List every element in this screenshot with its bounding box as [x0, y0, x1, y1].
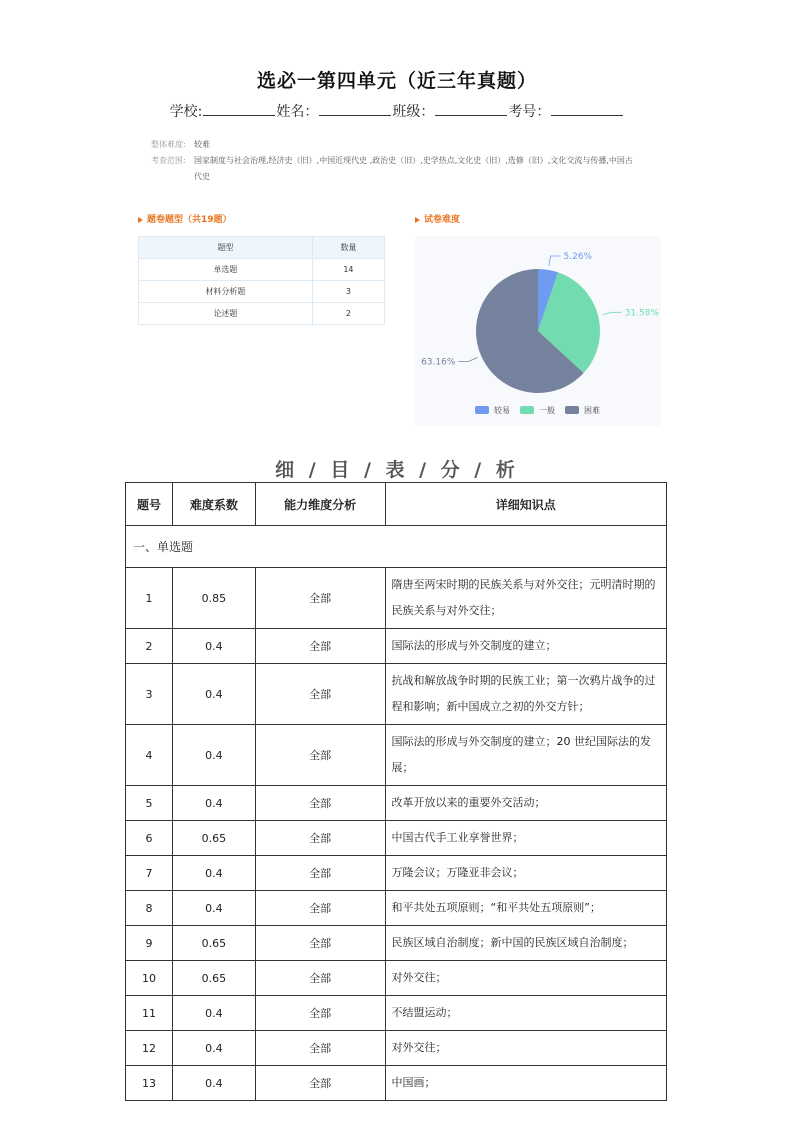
knowledge-point-cell: 对外交往；: [385, 1031, 667, 1066]
difficulty-chart: [415, 236, 661, 426]
knowledge-point-cell: 中国画；: [385, 1066, 667, 1101]
ability-dimension-cell: 全部: [255, 786, 385, 821]
page-title: 选必一第四单元（近三年真题）: [256, 70, 537, 92]
table-header-row: [126, 483, 667, 526]
leader-line-2: [458, 358, 477, 362]
pie-chart-svg: [415, 236, 661, 426]
column-header: 数量: [312, 237, 384, 259]
question-number-cell: 8: [126, 891, 173, 926]
pie-value-label-0: 5.26%: [563, 252, 593, 263]
count-cell: 3: [312, 281, 384, 303]
knowledge-point-cell: 隋唐至两宋时期的民族关系与对外交往；元明清时期的民族关系与对外交往；: [385, 568, 667, 629]
scope-value: 国家制度与社会治理,经济史（旧）,中国近现代史 ,政治史（旧）,史学热点,文化史（旧）,选修（旧）,文化交流与传播,中国古代史: [194, 156, 633, 181]
school-blank: [203, 101, 275, 116]
ability-dimension-cell: 全部: [255, 821, 385, 856]
question-number-cell: 1: [126, 568, 173, 629]
question-number-cell: 9: [126, 926, 173, 961]
name-label: 姓名：: [276, 104, 319, 120]
knowledge-point-cell: 国际法的形成与外交制度的建立；: [385, 629, 667, 664]
school-label: 学校:: [169, 104, 203, 120]
legend-swatch-2: [565, 406, 579, 414]
knowledge-point-cell: 万隆会议；万隆亚非会议；: [385, 856, 667, 891]
table-row: [126, 1066, 667, 1101]
question-types-heading: [138, 212, 232, 225]
pie-value-label-1: 31.58%: [624, 308, 659, 319]
knowledge-point-cell: 改革开放以来的重要外交活动；: [385, 786, 667, 821]
question-number-cell: 7: [126, 856, 173, 891]
question-number-cell: 6: [126, 821, 173, 856]
ability-dimension-cell: 全部: [255, 629, 385, 664]
type-cell: 材料分析题: [139, 281, 313, 303]
table-row: [126, 629, 667, 664]
type-cell: 论述题: [139, 303, 313, 325]
table-header-row: [139, 237, 385, 259]
class-blank: [435, 101, 507, 116]
ability-dimension-cell: 全部: [255, 1066, 385, 1101]
knowledge-point-cell: 对外交往；: [385, 961, 667, 996]
column-header: 题型: [139, 237, 313, 259]
count-cell: 2: [312, 303, 384, 325]
table-row: [126, 891, 667, 926]
legend-label-1: 一般: [539, 406, 555, 415]
table-row: [126, 664, 667, 725]
difficulty-coefficient-cell: 0.4: [172, 1066, 255, 1101]
triangle-icon: [138, 217, 143, 223]
table-row: [126, 1031, 667, 1066]
difficulty-key: 整体难度:: [151, 140, 186, 149]
difficulty-coefficient-cell: 0.4: [172, 664, 255, 725]
detail-table: [125, 482, 667, 1101]
question-number-cell: 11: [126, 996, 173, 1031]
table-row: [139, 281, 385, 303]
ability-dimension-cell: 全部: [255, 891, 385, 926]
name-blank: [319, 101, 391, 116]
difficulty-coefficient-cell: 0.4: [172, 856, 255, 891]
ability-dimension-cell: 全部: [255, 961, 385, 996]
difficulty-coefficient-cell: 0.65: [172, 821, 255, 856]
scope-key: 考查范围:: [151, 156, 186, 165]
difficulty-heading-text: 试卷难度: [424, 215, 461, 225]
ability-dimension-cell: 全部: [255, 1031, 385, 1066]
table-row: [126, 786, 667, 821]
section-label: 一、单选题: [126, 526, 667, 568]
table-row: [139, 259, 385, 281]
student-info-line: [0, 101, 794, 121]
difficulty-coefficient-cell: 0.65: [172, 961, 255, 996]
legend-swatch-0: [475, 406, 489, 414]
leader-line-0: [549, 256, 561, 266]
question-number-cell: 4: [126, 725, 173, 786]
table-row: [139, 303, 385, 325]
column-header: 题号: [126, 483, 173, 526]
table-row: [126, 926, 667, 961]
table-row: [126, 961, 667, 996]
table-row: [126, 821, 667, 856]
difficulty-value: 较难: [194, 140, 210, 149]
leader-line-1: [602, 312, 622, 314]
detail-analysis-title: 细 / 目 / 表 / 分 / 析: [275, 459, 519, 481]
column-header: 能力维度分析: [255, 483, 385, 526]
scope-meta: [151, 153, 639, 185]
table-row: [126, 725, 667, 786]
legend-swatch-1: [520, 406, 534, 414]
legend-label-0: 较易: [494, 406, 510, 415]
difficulty-coefficient-cell: 0.4: [172, 725, 255, 786]
question-number-cell: 13: [126, 1066, 173, 1101]
exam-no-label: 考号：: [508, 104, 551, 120]
legend-label-2: 困难: [584, 406, 600, 415]
column-header: 详细知识点: [385, 483, 667, 526]
knowledge-point-cell: 不结盟运动；: [385, 996, 667, 1031]
difficulty-coefficient-cell: 0.4: [172, 1031, 255, 1066]
question-type-table: [138, 236, 385, 325]
question-number-cell: 5: [126, 786, 173, 821]
question-number-cell: 2: [126, 629, 173, 664]
table-row: [126, 996, 667, 1031]
class-label: 班级：: [392, 104, 435, 120]
knowledge-point-cell: 民族区域自治制度；新中国的民族区域自治制度；: [385, 926, 667, 961]
type-cell: 单选题: [139, 259, 313, 281]
knowledge-point-cell: 抗战和解放战争时期的民族工业；第一次鸦片战争的过程和影响；新中国成立之初的外交方针；: [385, 664, 667, 725]
ability-dimension-cell: 全部: [255, 664, 385, 725]
knowledge-point-cell: 中国古代手工业享誉世界；: [385, 821, 667, 856]
table-row: [126, 856, 667, 891]
difficulty-coefficient-cell: 0.4: [172, 786, 255, 821]
difficulty-coefficient-cell: 0.4: [172, 891, 255, 926]
triangle-icon: [415, 217, 420, 223]
section-row: [126, 526, 667, 568]
ability-dimension-cell: 全部: [255, 856, 385, 891]
ability-dimension-cell: 全部: [255, 996, 385, 1031]
difficulty-coefficient-cell: 0.65: [172, 926, 255, 961]
difficulty-meta: [151, 137, 644, 153]
ability-dimension-cell: 全部: [255, 926, 385, 961]
ability-dimension-cell: 全部: [255, 725, 385, 786]
exam-no-blank: [551, 101, 623, 116]
ability-dimension-cell: 全部: [255, 568, 385, 629]
question-number-cell: 10: [126, 961, 173, 996]
difficulty-coefficient-cell: 0.4: [172, 629, 255, 664]
difficulty-coefficient-cell: 0.85: [172, 568, 255, 629]
table-row: [126, 568, 667, 629]
question-types-heading-text: 题卷题型（共19题）: [147, 215, 232, 225]
pie-value-label-2: 63.16%: [421, 357, 456, 368]
difficulty-heading: [415, 212, 460, 225]
count-cell: 14: [312, 259, 384, 281]
difficulty-coefficient-cell: 0.4: [172, 996, 255, 1031]
knowledge-point-cell: 国际法的形成与外交制度的建立；20 世纪国际法的发展；: [385, 725, 667, 786]
question-number-cell: 12: [126, 1031, 173, 1066]
question-number-cell: 3: [126, 664, 173, 725]
column-header: 难度系数: [172, 483, 255, 526]
knowledge-point-cell: 和平共处五项原则；“和平共处五项原则”；: [385, 891, 667, 926]
